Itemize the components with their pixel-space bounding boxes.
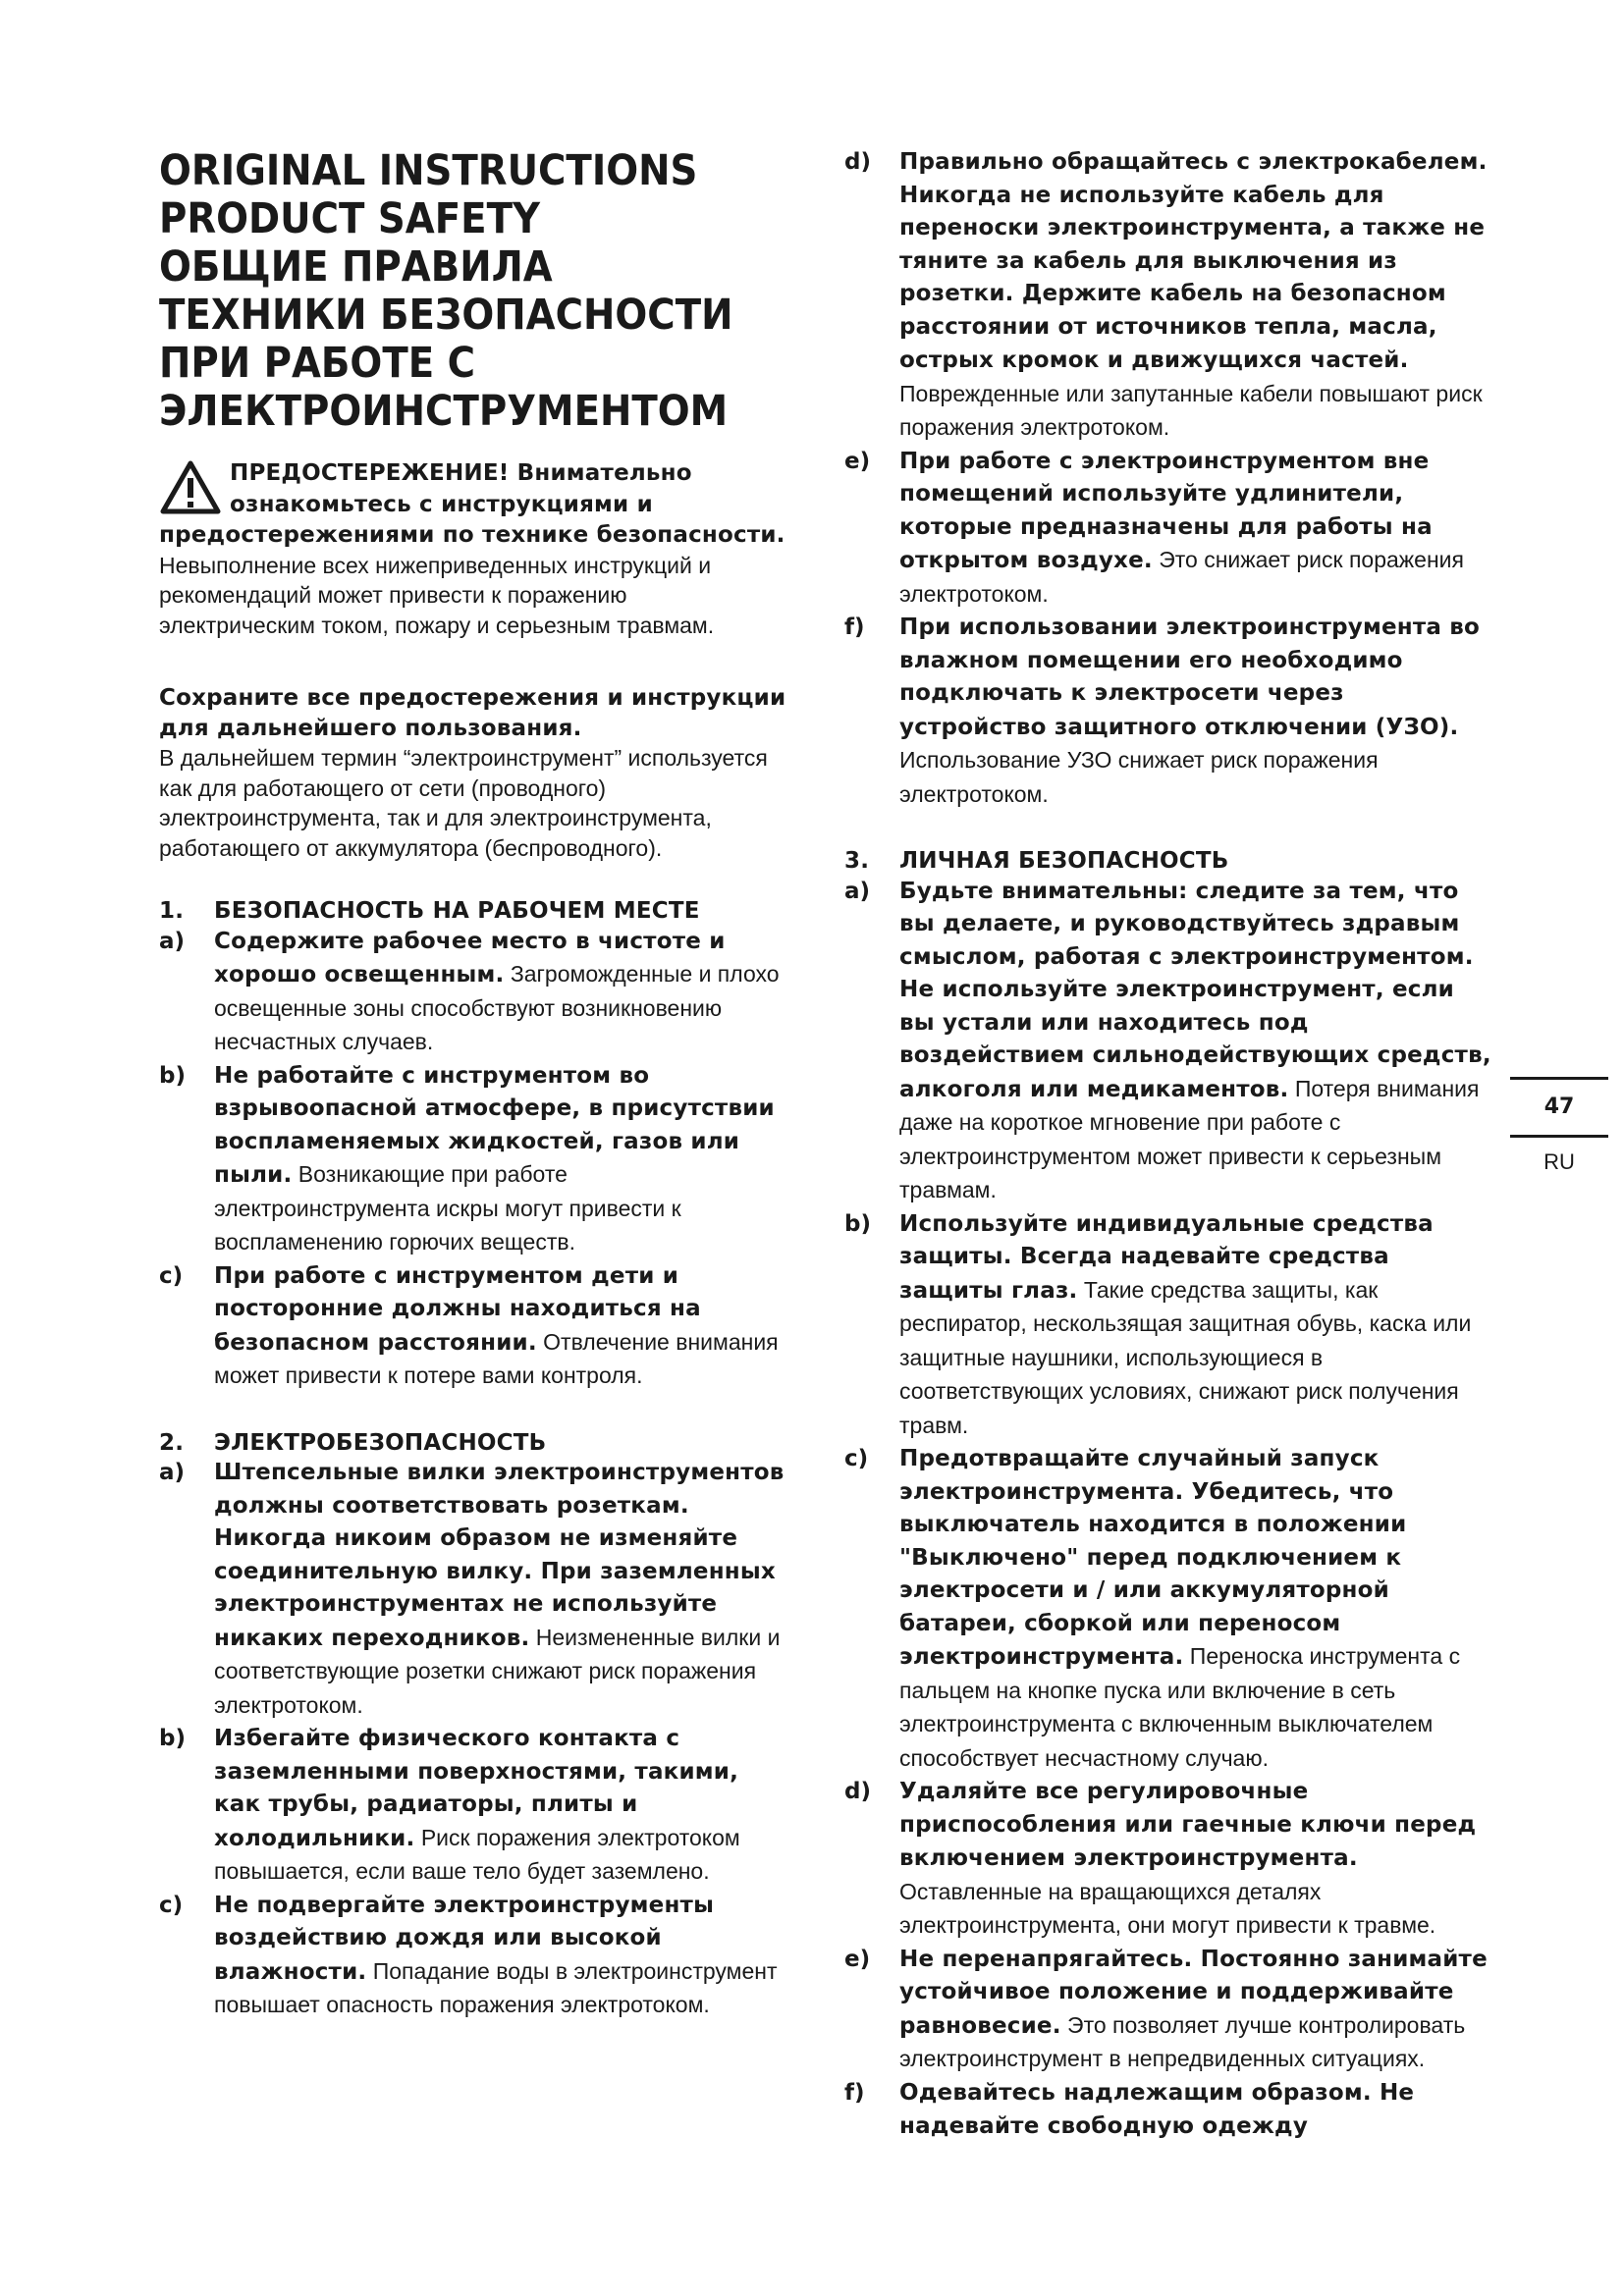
- title-line: ORIGINAL INSTRUCTIONS: [159, 146, 698, 195]
- item-plain: Поврежденные или запутанные кабели повышают риск поражения электротоком.: [899, 380, 1483, 440]
- list-item: [844, 877, 1492, 1209]
- item-text: [214, 1458, 787, 1724]
- warning-bold: ПРЕДОСТЕРЕЖЕНИЕ! Внимательно ознакомьтесь с инструкциями и предостережениями по технике безопасности.: [159, 460, 785, 548]
- item-plain: Переноска инструмента с пальцем на кнопке пуска или включение в сеть электроинструмента с включенным выключателем способствует несчастному случаю.: [899, 1643, 1461, 1771]
- list-item: [159, 1261, 787, 1395]
- section-number: 3.: [844, 848, 870, 874]
- item-text: [214, 1891, 787, 2024]
- item-letter: b): [844, 1210, 871, 1237]
- item-bold: Штепсельные вилки электроинструментов должны соответствовать розеткам. Никогда никоим образом не изменяйте соединительную вилку. При заземленных электроинструментах не используйте никаких переходников.: [214, 1460, 785, 1651]
- item-letter: c): [159, 1262, 184, 1289]
- list-item: [159, 1458, 787, 1724]
- list-item: [844, 447, 1492, 614]
- item-bold: Избегайте физического контакта с заземленными поверхностями, такими, как трубы, радиаторы, плиты и холодильники.: [214, 1726, 739, 1851]
- title-line: PRODUCT SAFETY: [159, 194, 541, 243]
- item-text: [899, 147, 1492, 447]
- language-code: RU: [1543, 1149, 1575, 1174]
- item-bold: При работе с инструментом дети и посторонние должны находиться на безопасном расстоянии.: [214, 1262, 701, 1356]
- item-bold: При использовании электроинструмента во влажном помещении его необходимо подключать к электросети через устройство защитного отключении (УЗО).: [899, 614, 1481, 740]
- item-letter: c): [159, 1892, 184, 1918]
- item-letter: a): [844, 878, 871, 904]
- item-plain: Загроможденные и плохо освещенные зоны способствуют возникновению несчастных случаев.: [214, 961, 780, 1054]
- section-heading: [159, 896, 787, 927]
- list-item: [844, 613, 1492, 813]
- list-item: [159, 1724, 787, 1891]
- item-bold: Удаляйте все регулировочные приспособления или гаечные ключи перед включением электроинструмента.: [899, 1779, 1477, 1871]
- item-bold: Не подвергайте электроинструменты воздействию дождя или высокой влажности.: [214, 1892, 715, 1985]
- item-plain: Использование УЗО снижает риск поражения электротоком.: [899, 747, 1379, 807]
- title-line: ОБЩИЕ ПРАВИЛА: [159, 242, 553, 292]
- warning-plain: Невыполнение всех нижеприведенных инструкций и рекомендаций может привести к поражению электрическим током, пожару и серьезным травмам.: [159, 552, 715, 638]
- item-letter: b): [159, 1062, 186, 1089]
- page-side-tab: [1510, 1077, 1608, 1187]
- section-number: 1.: [159, 898, 185, 924]
- item-bold: Будьте внимательны: следите за тем, что вы делаете, и руководствуйтесь здравым смыслом, работая с электроинструментом. Не используйте электроинструмент, если вы устали или находитесь под воздействием сильнодействующих средств, алкоголя или медикаментов.: [899, 878, 1491, 1102]
- item-text: [899, 1209, 1492, 1445]
- list-item: [844, 1777, 1492, 1945]
- warning-triangle-icon: [159, 459, 222, 516]
- item-text: [214, 1061, 787, 1261]
- item-text: [899, 613, 1492, 813]
- section-personal-safety: [844, 846, 1492, 2145]
- list-item: [159, 1891, 787, 2024]
- item-bold: Содержите рабочее место в чистоте и хорошо освещенным.: [214, 928, 726, 988]
- list-item: [844, 1444, 1492, 1777]
- section-title: БЕЗОПАСНОСТЬ НА РАБОЧЕМ МЕСТЕ: [214, 898, 700, 924]
- item-letter: a): [159, 928, 186, 954]
- item-text: [899, 1444, 1492, 1777]
- item-letter: c): [844, 1446, 869, 1471]
- save-instructions-block: [159, 683, 787, 863]
- item-plain: Такие средства защиты, как респиратор, нескользящая защитная обувь, каска или защитные наушники, использующиеся в соответствующих условиях, снижают риск получения травм.: [899, 1276, 1472, 1438]
- item-letter: f): [844, 2079, 865, 2106]
- item-plain: Отвлечение внимания может привести к потере вами контроля.: [214, 1328, 779, 1388]
- item-bold: Используйте индивидуальные средства защиты. Всегда надевайте средства защиты глаз.: [899, 1210, 1434, 1304]
- list-item: [844, 2078, 1492, 2145]
- section-heading: [844, 846, 1492, 877]
- title-line: ПРИ РАБОТЕ С: [159, 339, 476, 388]
- section-title: ЭЛЕКТРОБЕЗОПАСНОСТЬ: [214, 1429, 547, 1456]
- item-bold: Одевайтесь надлежащим образом. Не надевайте свободную одежду: [899, 2079, 1415, 2139]
- item-plain: Оставленные на вращающихся деталях электроинструмента, они могут привести к травме.: [899, 1878, 1436, 1938]
- item-letter: d): [844, 1779, 871, 1804]
- item-letter: e): [844, 1946, 871, 1972]
- list-item: [844, 1209, 1492, 1445]
- list-item: [844, 147, 1492, 447]
- item-bold: Правильно обращайтесь с электрокабелем. Никогда не используйте кабель для переноски электроинструмента, а также не тяните за кабель для выключения из розетки. Держите кабель на безопасном расстоянии от источников тепла, масла, острых кромок и движущихся частей.: [899, 149, 1488, 373]
- item-letter: e): [844, 448, 871, 474]
- warning-block: [159, 457, 787, 640]
- item-plain: Риск поражения электротоком повышается, если ваше тело будет заземлено.: [214, 1824, 740, 1884]
- item-bold: Предотвращайте случайный запуск электроинструмента. Убедитесь, что выключатель находится в положении "Выключено" перед подключением к электросети и / или аккумуляторной батареи, сборкой или переносом электроинструмента.: [899, 1446, 1407, 1670]
- section-heading: [159, 1428, 787, 1459]
- item-letter: b): [159, 1726, 186, 1751]
- save-heading: Сохраните все предостережения и инструкции для дальнейшего пользования.: [159, 685, 786, 741]
- section-electrical-safety-continued: [844, 147, 1492, 813]
- list-item: [159, 1061, 787, 1261]
- right-column: [844, 147, 1492, 2145]
- item-plain: Это позволяет лучше контролировать электроинструмент в непредвиденных ситуациях.: [899, 2011, 1466, 2071]
- item-plain: Возникающие при работе электроинструмента искры могут привести к воспламенению горючих веществ.: [214, 1161, 681, 1255]
- document-title: [159, 146, 733, 436]
- item-text: [899, 447, 1492, 614]
- title-line: ЭЛЕКТРОИНСТРУМЕНТОМ: [159, 387, 729, 436]
- list-item: [159, 927, 787, 1061]
- item-plain: Это снижает риск поражения электротоком.: [899, 547, 1464, 607]
- item-bold: При работе с электроинструментом вне помещений используйте удлинители, которые предназначены для работы на открытом воздухе.: [899, 448, 1433, 573]
- title-line: ТЕХНИКИ БЕЗОПАСНОСТИ: [159, 291, 733, 340]
- item-text: [899, 2078, 1492, 2145]
- item-letter: d): [844, 149, 871, 175]
- item-text: [899, 1945, 1492, 2078]
- section-number: 2.: [159, 1429, 185, 1456]
- item-plain: Попадание воды в электроинструмент повышает опасность поражения электротоком.: [214, 1957, 778, 2017]
- left-column: [159, 147, 787, 2024]
- page-number: 47: [1543, 1095, 1575, 1119]
- item-text: [899, 1777, 1492, 1945]
- section-title: ЛИЧНАЯ БЕЗОПАСНОСТЬ: [899, 848, 1229, 874]
- item-text: [899, 877, 1492, 1209]
- section-work-area-safety: [159, 896, 787, 1395]
- section-electrical-safety: [159, 1428, 787, 2024]
- save-text: В дальнейшем термин “электроинструмент” используется как для работающего от сети (проводного) электроинструмента, так и для электроинструмента, работающего от аккумулятора (беспроводного).: [159, 745, 768, 861]
- item-letter: f): [844, 614, 865, 640]
- item-plain: Потеря внимания даже на короткое мгновение при работе с электроинструментом может привести к серьезным травмам.: [899, 1075, 1480, 1202]
- item-text: [214, 927, 787, 1061]
- list-item: [844, 1945, 1492, 2078]
- item-text: [214, 1261, 787, 1395]
- warning-text: [159, 457, 787, 640]
- item-text: [214, 1724, 787, 1891]
- item-letter: a): [159, 1460, 186, 1485]
- item-bold: Не перенапрягайтесь. Постоянно занимайте устойчивое положение и поддерживайте равновесие.: [899, 1946, 1488, 2039]
- item-bold: Не работайте с инструментом во взрывоопасной атмосфере, в присутствии воспламеняемых жидкостей, газов или пыли.: [214, 1062, 775, 1188]
- item-plain: Неизмененные вилки и соответствующие розетки снижают риск поражения электротоком.: [214, 1624, 781, 1718]
